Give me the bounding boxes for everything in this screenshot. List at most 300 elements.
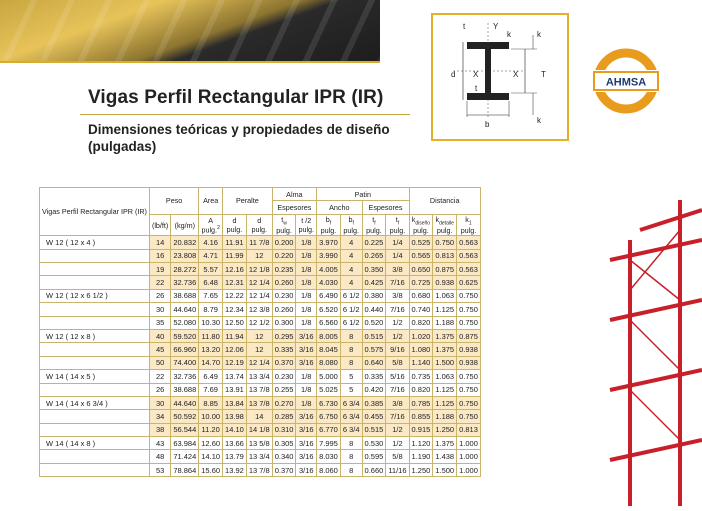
table-cell: 26 bbox=[149, 289, 170, 302]
table-cell: 0.515 bbox=[362, 329, 386, 342]
table-cell: 0.563 bbox=[457, 249, 481, 262]
table-cell: 1.375 bbox=[433, 437, 457, 450]
table-cell: 1.375 bbox=[433, 329, 457, 342]
table-cell: 13.98 bbox=[223, 410, 247, 423]
table-cell: 78.864 bbox=[171, 463, 199, 476]
diagram-label-t: T bbox=[541, 70, 546, 79]
table-cell: 32.736 bbox=[171, 370, 199, 383]
table-row bbox=[40, 316, 481, 329]
table-cell: 0.300 bbox=[272, 316, 296, 329]
table-cell: 0.660 bbox=[362, 463, 386, 476]
table-cell-profile bbox=[40, 263, 150, 276]
table-cell: 12 1/2 bbox=[246, 316, 272, 329]
table-cell: 5.025 bbox=[317, 383, 341, 396]
table-cell: 13 5/8 bbox=[246, 437, 272, 450]
table-cell: 56.544 bbox=[171, 423, 199, 436]
table-cell: 1.500 bbox=[433, 356, 457, 369]
table-cell: 0.425 bbox=[362, 276, 386, 289]
table-cell: 71.424 bbox=[171, 450, 199, 463]
table-cell: 44.640 bbox=[171, 303, 199, 316]
col-header-patin-espesores: Espesores bbox=[362, 201, 409, 214]
table-cell: 8.005 bbox=[317, 329, 341, 342]
table-cell: 1.000 bbox=[457, 450, 481, 463]
table-cell: 5/16 bbox=[386, 370, 409, 383]
col-header-tf2: $t_f$ pulg. bbox=[386, 214, 409, 235]
table-row bbox=[40, 437, 481, 450]
table-cell: 1.500 bbox=[433, 463, 457, 476]
table-cell: 0.530 bbox=[362, 437, 386, 450]
table-cell: 63.984 bbox=[171, 437, 199, 450]
table-cell: 11.91 bbox=[223, 236, 247, 249]
table-cell: 1/2 bbox=[386, 316, 409, 329]
table-cell: 1/8 bbox=[296, 303, 317, 316]
table-cell-profile: W 12 ( 12 x 8 ) bbox=[40, 329, 150, 342]
table-cell: 8 bbox=[340, 463, 362, 476]
diagram-label-tf: t bbox=[463, 22, 466, 31]
table-cell: 11.99 bbox=[223, 249, 247, 262]
table-cell: 11.94 bbox=[223, 329, 247, 342]
table-cell: 0.565 bbox=[409, 249, 433, 262]
table-cell: 13 7/8 bbox=[246, 463, 272, 476]
table-cell: 0.813 bbox=[433, 249, 457, 262]
table-cell: 1.120 bbox=[409, 437, 433, 450]
table-cell: 0.385 bbox=[362, 396, 386, 409]
table-row bbox=[40, 249, 481, 262]
table-cell: 14.70 bbox=[199, 356, 223, 369]
table-cell-profile bbox=[40, 410, 150, 423]
table-cell: 6 1/2 bbox=[340, 316, 362, 329]
table-cell: 6.770 bbox=[317, 423, 341, 436]
table-cell: 4.16 bbox=[199, 236, 223, 249]
table-cell: 0.255 bbox=[272, 383, 296, 396]
table-cell: 7.65 bbox=[199, 289, 223, 302]
table-cell: 0.455 bbox=[362, 410, 386, 423]
table-cell: 38 bbox=[149, 423, 170, 436]
table-cell: 5/8 bbox=[386, 356, 409, 369]
col-header-k1: $k_1$ pulg. bbox=[457, 214, 481, 235]
table-cell: 11.80 bbox=[199, 329, 223, 342]
diagram-label-bf: b bbox=[485, 120, 490, 129]
table-cell: 0.640 bbox=[362, 356, 386, 369]
table-cell: 6.730 bbox=[317, 396, 341, 409]
table-cell: 8.060 bbox=[317, 463, 341, 476]
table-row bbox=[40, 396, 481, 409]
table-cell: 1.188 bbox=[433, 316, 457, 329]
table-cell: 1/8 bbox=[296, 236, 317, 249]
table-cell: 1.000 bbox=[457, 463, 481, 476]
col-header-alma: Alma bbox=[272, 188, 316, 201]
table-cell: 0.813 bbox=[457, 423, 481, 436]
table-cell: 8.85 bbox=[199, 396, 223, 409]
table-cell: 0.440 bbox=[362, 303, 386, 316]
table-row bbox=[40, 423, 481, 436]
table-cell: 8 bbox=[340, 356, 362, 369]
table-cell: 35 bbox=[149, 316, 170, 329]
table-cell: 3/16 bbox=[296, 356, 317, 369]
table-row bbox=[40, 263, 481, 276]
table-cell: 0.820 bbox=[409, 316, 433, 329]
table-cell: 6 3/4 bbox=[340, 410, 362, 423]
table-cell: 10.30 bbox=[199, 316, 223, 329]
table-row bbox=[40, 463, 481, 476]
table-cell: 1.250 bbox=[409, 463, 433, 476]
subtitle-line-2: (pulgadas) bbox=[88, 139, 157, 154]
table-cell: 43 bbox=[149, 437, 170, 450]
table-cell: 0.750 bbox=[457, 396, 481, 409]
table-cell: 1.375 bbox=[433, 343, 457, 356]
table-cell-profile bbox=[40, 383, 150, 396]
logo-text: AHMSA bbox=[605, 76, 647, 89]
table-cell-profile: W 14 ( 14 x 8 ) bbox=[40, 437, 150, 450]
col-header-distancia: Distancia bbox=[409, 188, 480, 215]
header-rule bbox=[0, 61, 380, 63]
table-cell: 0.260 bbox=[272, 276, 296, 289]
table-cell: 12 1/4 bbox=[246, 356, 272, 369]
col-header-bf: $b_f$ pulg. bbox=[317, 214, 341, 235]
col-header-name: Vigas Perfil Rectangular IPR (IR) bbox=[40, 188, 150, 236]
table-cell: 1/8 bbox=[296, 396, 317, 409]
col-header-bf2: $b_f$ pulg. bbox=[340, 214, 362, 235]
table-cell: 3.990 bbox=[317, 249, 341, 262]
table-cell: 8 bbox=[340, 343, 362, 356]
table-cell: 0.750 bbox=[457, 370, 481, 383]
table-cell: 4 bbox=[340, 276, 362, 289]
table-cell: 59.520 bbox=[171, 329, 199, 342]
table-cell: 3/16 bbox=[296, 410, 317, 423]
table-cell: 8.045 bbox=[317, 343, 341, 356]
table-cell: 40 bbox=[149, 329, 170, 342]
diagram-label-tw: t bbox=[475, 84, 478, 93]
table-cell: 0.350 bbox=[362, 263, 386, 276]
diagram-label-k-bottom: k bbox=[537, 116, 541, 125]
table-cell: 7/16 bbox=[386, 410, 409, 423]
table-cell: 11 7/8 bbox=[246, 236, 272, 249]
table-row bbox=[40, 289, 481, 302]
table-cell-profile bbox=[40, 356, 150, 369]
col-header-lbft: (lb/ft) bbox=[149, 214, 170, 235]
table-cell: 13 3/4 bbox=[246, 450, 272, 463]
table-cell: 7.995 bbox=[317, 437, 341, 450]
diagram-label-k: k bbox=[537, 30, 541, 39]
table-cell: 0.855 bbox=[409, 410, 433, 423]
table-cell: 13 7/8 bbox=[246, 396, 272, 409]
table-cell: 8 bbox=[340, 450, 362, 463]
table-cell: 1.438 bbox=[433, 450, 457, 463]
table-cell: 6.48 bbox=[199, 276, 223, 289]
table-row bbox=[40, 329, 481, 342]
table-cell: 16 bbox=[149, 249, 170, 262]
background-steel-structure bbox=[570, 200, 702, 506]
table-cell: 13.74 bbox=[223, 370, 247, 383]
table-cell: 3/16 bbox=[296, 463, 317, 476]
table-cell: 0.370 bbox=[272, 356, 296, 369]
table-row bbox=[40, 276, 481, 289]
table-cell: 8.030 bbox=[317, 450, 341, 463]
table-cell: 12.34 bbox=[223, 303, 247, 316]
table-cell: 1/8 bbox=[296, 249, 317, 262]
table-cell: 6.520 bbox=[317, 303, 341, 316]
table-cell: 0.750 bbox=[433, 236, 457, 249]
table-cell: 0.875 bbox=[433, 263, 457, 276]
table-row bbox=[40, 303, 481, 316]
table-cell: 0.265 bbox=[362, 249, 386, 262]
table-cell: 26 bbox=[149, 383, 170, 396]
table-cell: 53 bbox=[149, 463, 170, 476]
table-cell: 1/2 bbox=[386, 423, 409, 436]
table-cell: 1.080 bbox=[409, 343, 433, 356]
table-body bbox=[40, 236, 481, 477]
table-cell: 1.020 bbox=[409, 329, 433, 342]
table-cell: 14.10 bbox=[223, 423, 247, 436]
table-cell: 38.688 bbox=[171, 289, 199, 302]
table-cell: 28.272 bbox=[171, 263, 199, 276]
table-cell: 0.725 bbox=[409, 276, 433, 289]
table-cell: 1.125 bbox=[433, 303, 457, 316]
table-cell: 0.525 bbox=[409, 236, 433, 249]
table-cell: 0.785 bbox=[409, 396, 433, 409]
table-cell: 5/8 bbox=[386, 450, 409, 463]
table-cell: 0.270 bbox=[272, 396, 296, 409]
table-cell: 0.750 bbox=[457, 316, 481, 329]
table-cell: 0.230 bbox=[272, 289, 296, 302]
table-cell: 45 bbox=[149, 343, 170, 356]
table-cell: 1.140 bbox=[409, 356, 433, 369]
col-header-kdet: $k_{detalle}$ pulg. bbox=[433, 214, 457, 235]
table-row bbox=[40, 450, 481, 463]
table-row bbox=[40, 410, 481, 423]
table-cell: 0.875 bbox=[457, 329, 481, 342]
table-cell: 0.340 bbox=[272, 450, 296, 463]
beam-properties-table bbox=[39, 187, 481, 477]
diagram-label-x-right: X bbox=[513, 70, 519, 79]
table-cell: 19 bbox=[149, 263, 170, 276]
table-cell: 0.820 bbox=[409, 383, 433, 396]
table-cell-profile bbox=[40, 303, 150, 316]
table-cell: 6.490 bbox=[317, 289, 341, 302]
table-cell: 4 bbox=[340, 263, 362, 276]
table-cell: 13.91 bbox=[223, 383, 247, 396]
subtitle-line-1: Dimensiones teóricas y propiedades de diseño bbox=[88, 122, 390, 137]
table-cell: 4.71 bbox=[199, 249, 223, 262]
table-cell: 22 bbox=[149, 370, 170, 383]
table-cell: 12 1/4 bbox=[246, 276, 272, 289]
table-cell: 0.335 bbox=[272, 343, 296, 356]
table-cell: 1/8 bbox=[296, 370, 317, 383]
table-cell: 5 bbox=[340, 370, 362, 383]
col-header-alma-espesores: Espesores bbox=[272, 201, 316, 214]
table-cell: 22 bbox=[149, 276, 170, 289]
table-cell: 1/4 bbox=[386, 236, 409, 249]
table-cell: 1.063 bbox=[433, 370, 457, 383]
table-cell: 3/16 bbox=[296, 343, 317, 356]
table-cell-profile bbox=[40, 463, 150, 476]
table-cell: 3/16 bbox=[296, 423, 317, 436]
page-subtitle bbox=[88, 121, 390, 155]
table-cell: 34 bbox=[149, 410, 170, 423]
table-cell: 12.22 bbox=[223, 289, 247, 302]
table-cell: 1/4 bbox=[386, 249, 409, 262]
table-cell: 8 bbox=[340, 437, 362, 450]
table-cell: 12 bbox=[246, 329, 272, 342]
table-cell: 1/8 bbox=[296, 276, 317, 289]
table-cell: 0.740 bbox=[409, 303, 433, 316]
table-cell: 66.960 bbox=[171, 343, 199, 356]
table-cell: 0.310 bbox=[272, 423, 296, 436]
table-cell: 14 bbox=[246, 410, 272, 423]
table-cell: 0.938 bbox=[433, 276, 457, 289]
table-cell: 38.688 bbox=[171, 383, 199, 396]
table-row bbox=[40, 343, 481, 356]
beam-section-diagram bbox=[431, 13, 569, 141]
table-cell: 3/8 bbox=[386, 396, 409, 409]
table-cell: 1.190 bbox=[409, 450, 433, 463]
table-cell: 0.515 bbox=[362, 423, 386, 436]
table-cell: 0.220 bbox=[272, 249, 296, 262]
table-cell: 6 1/2 bbox=[340, 303, 362, 316]
table-cell: 0.380 bbox=[362, 289, 386, 302]
table-cell: 0.225 bbox=[362, 236, 386, 249]
table-cell: 1/8 bbox=[296, 316, 317, 329]
table-cell: 0.680 bbox=[409, 289, 433, 302]
table-cell: 11/16 bbox=[386, 463, 409, 476]
table-cell: 0.650 bbox=[409, 263, 433, 276]
table-cell-profile bbox=[40, 423, 150, 436]
table-cell-profile bbox=[40, 343, 150, 356]
col-header-patin: Patin bbox=[317, 188, 409, 201]
table-cell: 13 3/4 bbox=[246, 370, 272, 383]
table-cell: 6.560 bbox=[317, 316, 341, 329]
diagram-label-x-left: X bbox=[473, 70, 479, 79]
table-cell: 13.92 bbox=[223, 463, 247, 476]
table-cell: 6 3/4 bbox=[340, 396, 362, 409]
table-cell: 0.305 bbox=[272, 437, 296, 450]
title-underline bbox=[80, 114, 410, 115]
table-cell: 50.592 bbox=[171, 410, 199, 423]
table-cell: 0.335 bbox=[362, 370, 386, 383]
table-cell: 0.230 bbox=[272, 370, 296, 383]
table-cell: 14.10 bbox=[199, 450, 223, 463]
col-header-tw2: t /2 pulg. bbox=[296, 214, 317, 235]
table-cell: 7/16 bbox=[386, 383, 409, 396]
table-row bbox=[40, 356, 481, 369]
table-cell: 0.420 bbox=[362, 383, 386, 396]
table-cell: 48 bbox=[149, 450, 170, 463]
diagram-label-k1: k bbox=[507, 30, 511, 39]
table-cell: 12 1/8 bbox=[246, 263, 272, 276]
table-cell: 7/16 bbox=[386, 276, 409, 289]
table-cell: 1/8 bbox=[296, 263, 317, 276]
table-cell: 1.188 bbox=[433, 410, 457, 423]
table-cell: 1.000 bbox=[457, 437, 481, 450]
col-header-patin-ancho: Ancho bbox=[317, 201, 362, 214]
table-cell: 13.84 bbox=[223, 396, 247, 409]
table-cell: 30 bbox=[149, 396, 170, 409]
table-cell: 0.750 bbox=[457, 383, 481, 396]
table-cell: 4.030 bbox=[317, 276, 341, 289]
table-cell-profile: W 12 ( 12 x 6 1/2 ) bbox=[40, 289, 150, 302]
table-cell-profile bbox=[40, 316, 150, 329]
table-cell: 0.235 bbox=[272, 263, 296, 276]
table-cell: 0.563 bbox=[457, 236, 481, 249]
table-cell: 6.49 bbox=[199, 370, 223, 383]
table-cell: 5.57 bbox=[199, 263, 223, 276]
table-cell: 13.79 bbox=[223, 450, 247, 463]
table-cell: 0.260 bbox=[272, 303, 296, 316]
col-header-tw: $t_w$ pulg. bbox=[272, 214, 296, 235]
table-cell: 13.66 bbox=[223, 437, 247, 450]
table-cell: 13.20 bbox=[199, 343, 223, 356]
table-cell: 0.750 bbox=[457, 303, 481, 316]
diagram-label-d: d bbox=[451, 70, 456, 79]
table-row bbox=[40, 383, 481, 396]
table-cell: 6.750 bbox=[317, 410, 341, 423]
table-cell: 74.400 bbox=[171, 356, 199, 369]
table-cell: 0.520 bbox=[362, 316, 386, 329]
table-cell: 8 bbox=[340, 329, 362, 342]
table-cell: 4 bbox=[340, 236, 362, 249]
table-cell: 15.60 bbox=[199, 463, 223, 476]
table-row bbox=[40, 236, 481, 249]
table-cell: 0.750 bbox=[457, 410, 481, 423]
col-header-kdis: $k_{diseño}$ pulg. bbox=[409, 214, 433, 235]
table-cell: 0.200 bbox=[272, 236, 296, 249]
table-cell-profile: W 12 ( 12 x 4 ) bbox=[40, 236, 150, 249]
table-cell: 12.60 bbox=[199, 437, 223, 450]
table-cell-profile bbox=[40, 276, 150, 289]
table-cell: 23.808 bbox=[171, 249, 199, 262]
table-cell: 5 bbox=[340, 383, 362, 396]
col-header-tf: $t_f$ pulg. bbox=[362, 214, 386, 235]
table-cell-profile bbox=[40, 249, 150, 262]
ahmsa-logo bbox=[591, 46, 661, 116]
table-row bbox=[40, 370, 481, 383]
table-cell: 12 bbox=[246, 343, 272, 356]
table-cell: 14 bbox=[149, 236, 170, 249]
table-cell: 0.563 bbox=[457, 263, 481, 276]
col-header-d2: d pulg. bbox=[246, 214, 272, 235]
table-cell: 12 bbox=[246, 249, 272, 262]
page-title: Vigas Perfil Rectangular IPR (IR) bbox=[88, 87, 384, 108]
table-cell: 44.640 bbox=[171, 396, 199, 409]
table-cell: 4.005 bbox=[317, 263, 341, 276]
table-cell: 12.19 bbox=[223, 356, 247, 369]
table-cell: 32.736 bbox=[171, 276, 199, 289]
col-header-d: d pulg. bbox=[223, 214, 247, 235]
table-cell: 1/8 bbox=[296, 289, 317, 302]
table-cell-profile: W 14 ( 14 x 6 3/4 ) bbox=[40, 396, 150, 409]
table-cell: 12.31 bbox=[223, 276, 247, 289]
table-cell: 50 bbox=[149, 356, 170, 369]
table-cell: 0.938 bbox=[457, 356, 481, 369]
col-header-area: Area bbox=[199, 188, 223, 215]
table-cell: 14 1/8 bbox=[246, 423, 272, 436]
table-cell: 7.69 bbox=[199, 383, 223, 396]
table-cell: 12 3/8 bbox=[246, 303, 272, 316]
table-cell: 0.285 bbox=[272, 410, 296, 423]
table-cell: 0.625 bbox=[457, 276, 481, 289]
table-cell: 0.915 bbox=[409, 423, 433, 436]
table-cell: 3/16 bbox=[296, 329, 317, 342]
table-cell: 3/16 bbox=[296, 450, 317, 463]
table-cell: 0.735 bbox=[409, 370, 433, 383]
table-cell: 12.50 bbox=[223, 316, 247, 329]
table-cell: 12.16 bbox=[223, 263, 247, 276]
table-cell: 13 7/8 bbox=[246, 383, 272, 396]
table-cell: 0.938 bbox=[457, 343, 481, 356]
table-cell: 7/16 bbox=[386, 303, 409, 316]
table-cell: 0.370 bbox=[272, 463, 296, 476]
table-cell: 3/8 bbox=[386, 263, 409, 276]
